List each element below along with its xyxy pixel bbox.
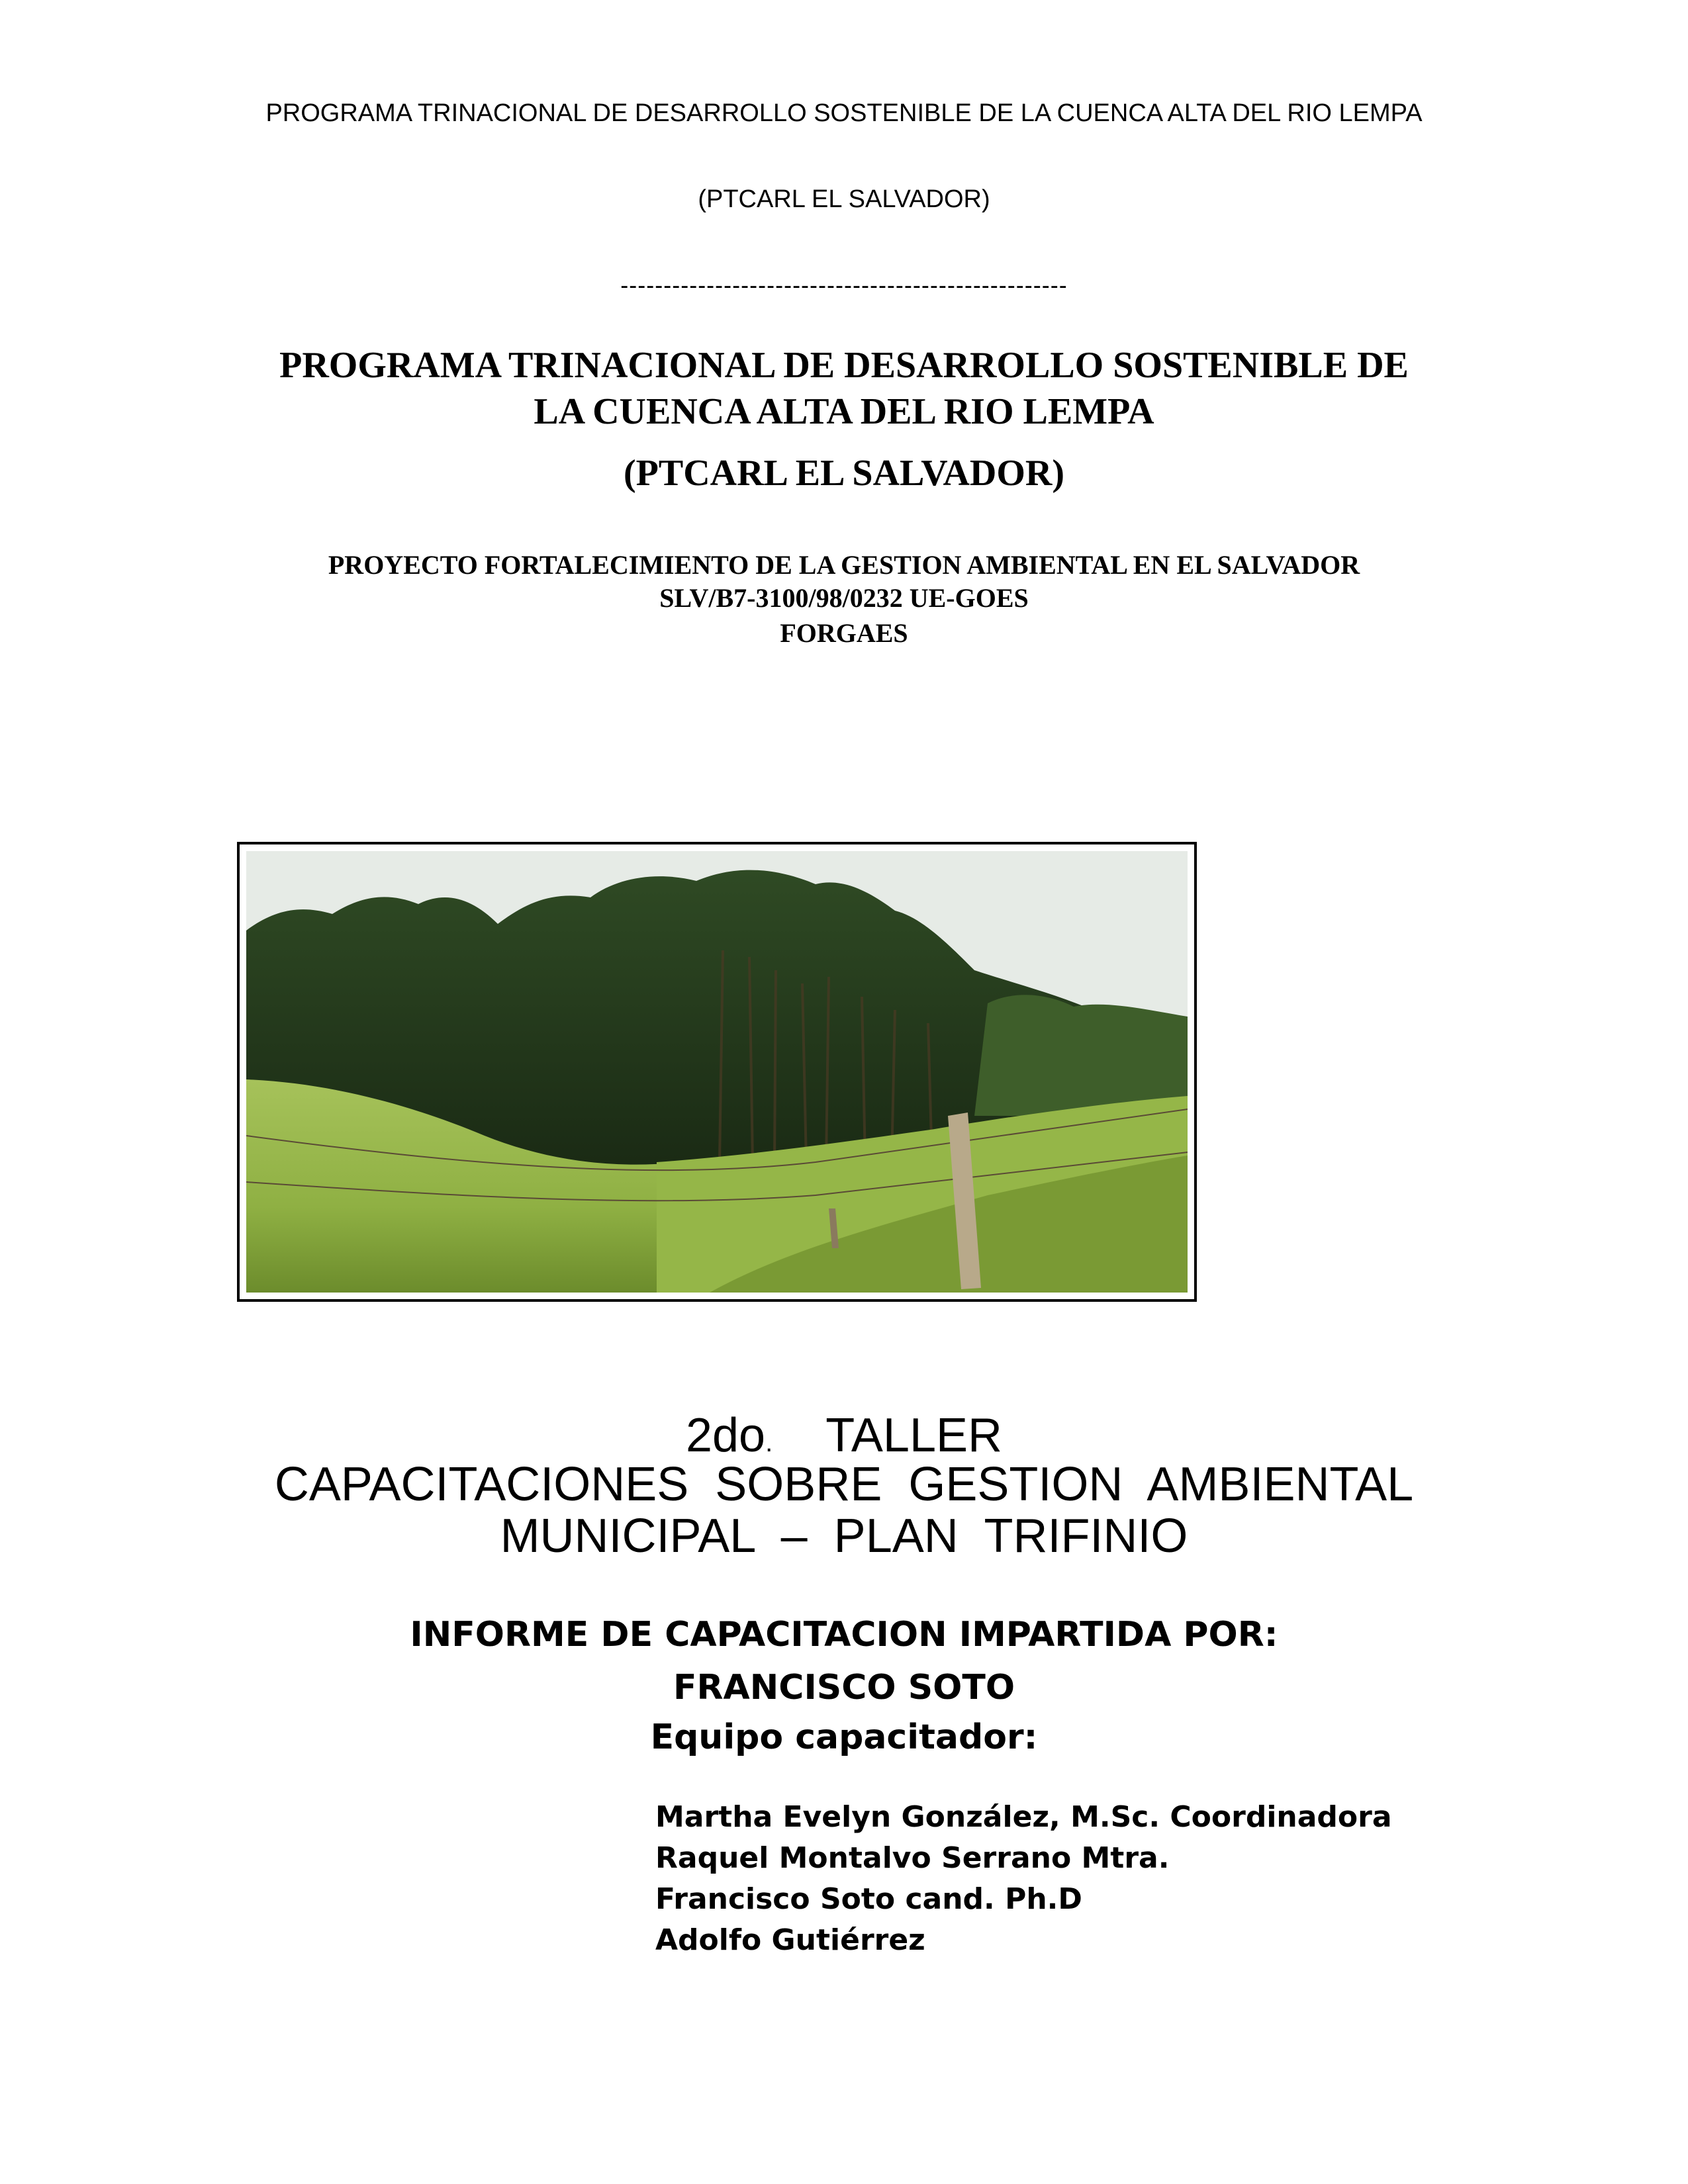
workshop-ordinal: 2do (685, 1409, 766, 1462)
main-title-line-2: LA CUENCA ALTA DEL RIO LEMPA (534, 391, 1154, 432)
team-heading: Equipo capacitador: (650, 1717, 1038, 1757)
main-title-line-1: PROGRAMA TRINACIONAL DE DESARROLLO SOSTENIBLE DE (279, 345, 1409, 386)
main-title-line-3: (PTCARL EL SALVADOR) (624, 453, 1064, 494)
landscape-photo (237, 842, 1197, 1302)
workshop-title-line-2: MUNICIPAL – PLAN TRIFINIO (500, 1510, 1188, 1563)
header-separator: ---------------------------------------------------- (620, 271, 1068, 298)
team-member: Raquel Montalvo Serrano Mtra. (655, 1841, 1170, 1875)
team-member: Martha Evelyn González, M.Sc. Coordinadora (655, 1800, 1392, 1834)
forest-pasture-illustration (246, 851, 1188, 1293)
header-program-line: PROGRAMA TRINACIONAL DE DESARROLLO SOSTENIBLE DE LA CUENCA ALTA DEL RIO LEMPA (265, 99, 1423, 127)
team-list (655, 1797, 1392, 1961)
header-ptcarl-line: (PTCARL EL SALVADOR) (698, 185, 990, 213)
report-heading: INFORME DE CAPACITACION IMPARTIDA POR: (410, 1615, 1278, 1655)
workshop-label: TALLER (825, 1409, 1003, 1462)
workshop-title-line-1: CAPACITACIONES SOBRE GESTION AMBIENTAL (274, 1458, 1414, 1511)
workshop-ordinal-dot: . (765, 1428, 773, 1457)
team-member: Adolfo Gutiérrez (655, 1923, 925, 1957)
workshop-number (0, 1408, 1688, 1463)
team-member: Francisco Soto cand. Ph.D (655, 1882, 1082, 1916)
project-name: PROYECTO FORTALECIMIENTO DE LA GESTION AMBIENTAL EN EL SALVADOR (328, 550, 1360, 580)
report-author: FRANCISCO SOTO (673, 1668, 1015, 1707)
project-acronym: FORGAES (780, 618, 908, 648)
project-code: SLV/B7-3100/98/0232 UE-GOES (659, 583, 1029, 613)
distant-trees-right (974, 995, 1188, 1116)
